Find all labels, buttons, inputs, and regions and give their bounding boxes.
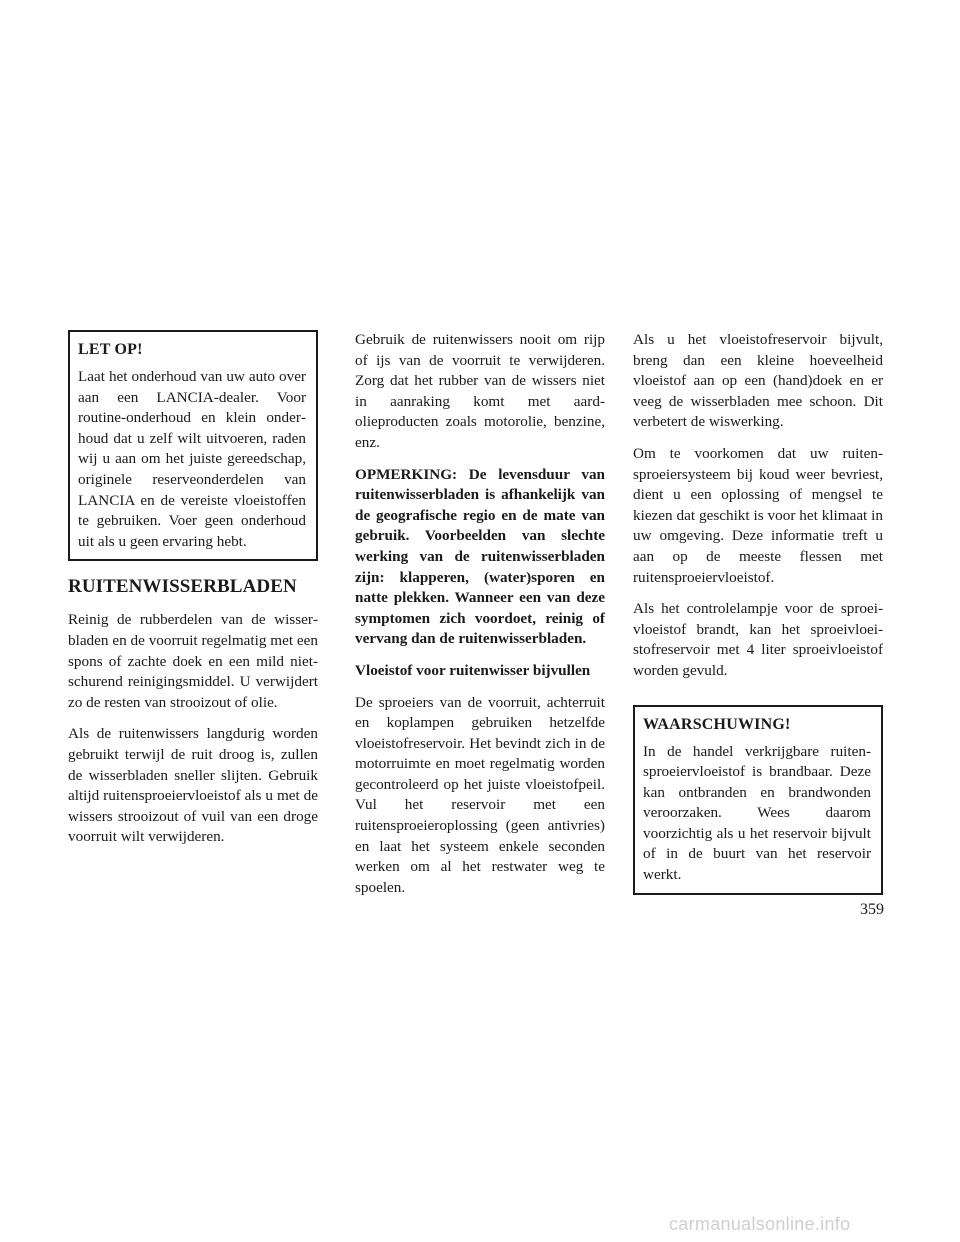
- caution-text: Laat het onderhoud van uw auto over aan een LANCIA-dealer. Voor routine-onderhoud en klein onderhoud dat u zelf wilt uitvoeren, raden wij u aan om het juiste gereedschap, originele reserveonderdelen van LANCIA en de vereiste vloeistoffen te gebruiken. Voer geen onderhoud uit als u geen ervaring hebt.: [78, 368, 306, 550]
- column-right: [633, 330, 883, 905]
- warning-title: WAARSCHUWING!: [643, 715, 791, 733]
- warning-box: [633, 705, 883, 895]
- caution-box: [68, 330, 318, 561]
- paragraph-dry-wiping: Als de ruitenwissers langdurig worden gebruikt terwijl de ruit droog is, zullen de wisserbladen sneller slijten. Gebruik altijd ruitensproeiervloeistof als u met de wissers strooizout of vuil van een droge voorruit wilt verwijderen.: [68, 725, 318, 846]
- caution-title: LET OP!: [78, 341, 143, 358]
- watermark: carmanualsonline.info: [669, 1214, 851, 1234]
- warning-text: In de handel verkrijgbare ruitensproeiervloeistof is brandbaar. Deze kan ontbranden en brandwonden veroorzaken. Wees daarom voorzichtig als u het reservoir bijvult of in de buurt van het reservoir werkt.: [643, 742, 871, 884]
- subheading-fill-fluid: Vloeistof voor ruitenwisser bijvullen: [355, 661, 591, 679]
- paragraph-no-ice: Gebruik de ruitenwissers nooit om rijp of ijs van de voorruit te verwijderen. Zorg dat het rubber van de wissers niet in aanraking komt met aardolieproducten zoals motorolie, benzine, enz.: [355, 331, 605, 451]
- section-heading-wiper-blades: RUITENWISSERBLADEN: [68, 576, 297, 598]
- paragraph-fluid-reservoir: De sproeiers van de voorruit, achterruit en koplampen gebruiken hetzelfde vloeistofreservoir. Het bevindt zich in de motorruimte en moet regelmatig worden gecontroleerd op het juiste vloeistofpeil. Vul het reservoir met een ruitensproeieroplossing (geen antivries) en laat het systeem enkele seconden werken om al het restwater weg te spoelen.: [355, 693, 605, 896]
- note-paragraph: OPMERKING: De levensduur van ruitenwisserbladen is afhankelijk van de geografische regio en de mate van gebruik. Voorbeelden van slechte werking van de ruitenwisserbladen zijn: klapperen, (water)sporen en natte plekken. Wanneer een van deze symptomen zich voordoet, reinig of vervang dan de ruitenwisserbladen.: [355, 465, 605, 648]
- page-number: 359: [860, 901, 884, 918]
- paragraph-refill-tip: Als u het vloeistofreservoir bijvult, breng dan een kleine hoeveelheid vloeistof aan op een (hand)doek en er veeg de wisserbladen mee schoon. Dit verbetert de wiswerking.: [633, 331, 883, 431]
- paragraph-clean-blades: Reinig de rubberdelen van de wisserbladen en de voorruit regelmatig met een spons of zachte doek en een mild niet-schurend reinigingsmiddel. U verwijdert zo de resten van strooizout of olie.: [68, 611, 318, 711]
- column-middle: [355, 330, 605, 909]
- column-left: [68, 330, 318, 859]
- paragraph-freeze-protection: Om te voorkomen dat uw ruitensproeiersysteem bij koud weer bevriest, dient u een oplossing of mengsel te kiezen dat geschikt is voor het klimaat in uw omgeving. Deze informatie treft u aan op de meeste flessen met ruitensproeiervloeistof.: [633, 444, 883, 586]
- paragraph-warning-light: Als het controlelampje voor de sproeivloeistof brandt, kan het sproeivloeistofreservoir met 4 liter sproeivloeistof worden gevuld.: [633, 600, 883, 679]
